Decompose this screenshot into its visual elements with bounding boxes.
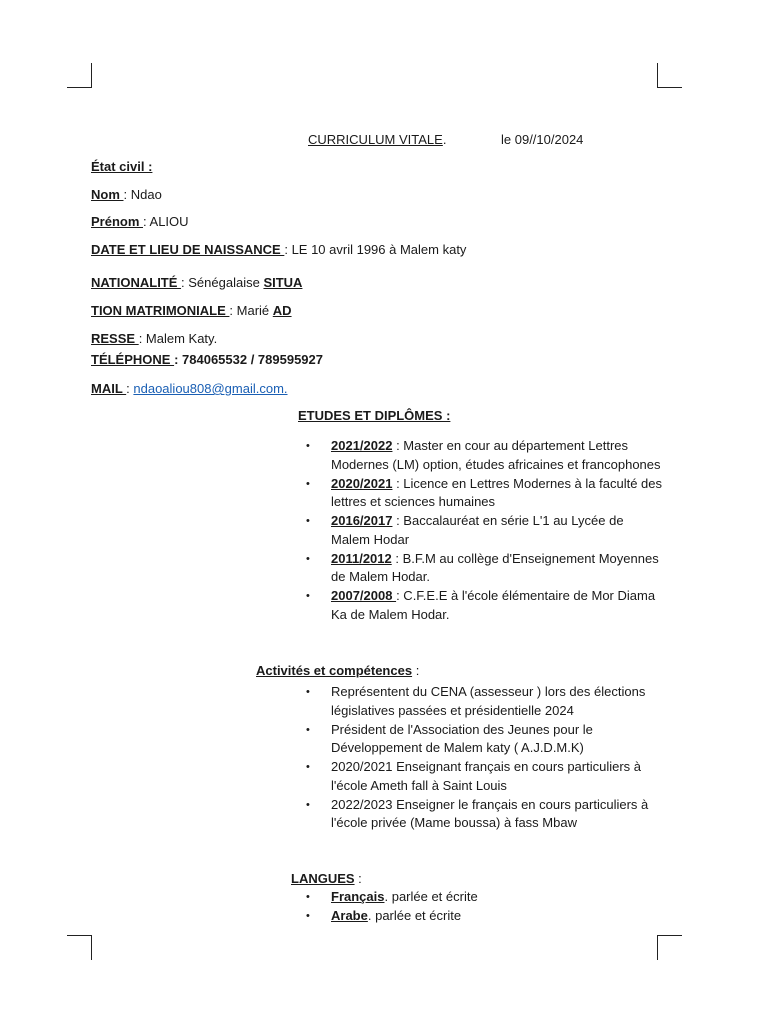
language-level: . parlée et écrite xyxy=(384,889,478,904)
language-item xyxy=(306,907,666,926)
marital-label: TION MATRIMONIALE xyxy=(91,303,230,318)
nom-label: Nom xyxy=(91,187,124,202)
language-name: Français xyxy=(331,889,385,904)
activities-heading-text: Activités et compétences xyxy=(256,663,413,678)
page-title xyxy=(308,132,446,147)
study-text: : Licence en Lettres Modernes à la faculté des lettres et sciences humaines xyxy=(331,475,662,509)
phone-line xyxy=(91,352,323,367)
bullet-icon: • xyxy=(306,910,310,922)
civil-heading: État civil : xyxy=(91,159,153,174)
activity-item xyxy=(306,758,666,795)
nom-line xyxy=(91,187,162,202)
crop-mark-bottom-left xyxy=(67,935,92,960)
language-level: . parlée et écrite xyxy=(367,908,462,923)
bullet-icon: • xyxy=(306,891,310,903)
address-value: : Malem Katy. xyxy=(138,331,218,346)
activity-text: Représentent du CENA (assesseur ) lors des élections législatives passées et présidentielle 2024 xyxy=(331,684,646,718)
study-item xyxy=(306,587,666,624)
document-date: le 09//10/2024 xyxy=(501,132,584,147)
dob-value: : LE 10 avril 1996 à Malem katy xyxy=(284,242,467,257)
crop-mark-top-left xyxy=(67,63,92,88)
bullet-icon: • xyxy=(306,552,310,565)
address-line xyxy=(91,331,217,346)
address-label: RESSE xyxy=(91,331,139,346)
study-year: 2016/2017 xyxy=(331,513,393,528)
language-name: Arabe xyxy=(331,908,368,923)
dob-line xyxy=(91,242,466,257)
title-text: CURRICULUM VITALE xyxy=(308,132,443,147)
languages-heading-text: LANGUES xyxy=(291,871,355,886)
study-year: 2007/2008 xyxy=(331,588,397,603)
mail-separator: : xyxy=(126,381,134,396)
nationality-line xyxy=(91,275,302,290)
study-item xyxy=(306,512,666,549)
marital-value: : Marié xyxy=(229,303,273,318)
email-link[interactable]: ndaoaliou808@gmail.com. xyxy=(133,381,288,396)
dob-label: DATE ET LIEU DE NAISSANCE xyxy=(91,242,285,257)
bullet-icon: • xyxy=(306,477,310,490)
activity-text: 2022/2023 Enseigner le français en cours particuliers à l'école privée (Mame boussa) à fass Mbaw xyxy=(331,796,649,830)
nationality-label: NATIONALITÉ xyxy=(91,275,182,290)
study-year: 2011/2012 xyxy=(331,550,392,566)
activities-heading-suffix: : xyxy=(412,663,420,678)
nom-value: : Ndao xyxy=(123,187,162,202)
study-item xyxy=(306,475,666,512)
activity-item xyxy=(306,796,666,833)
study-item xyxy=(306,550,666,587)
bullet-icon: • xyxy=(306,686,310,698)
nationality-value: : Sénégalaise xyxy=(181,275,264,290)
bullet-icon: • xyxy=(306,590,310,602)
activities-heading xyxy=(256,663,419,678)
study-year: 2020/2021 xyxy=(331,475,393,491)
title-suffix: . xyxy=(442,132,447,147)
activities-list xyxy=(306,683,666,833)
phone-label: TÉLÉPHONE xyxy=(91,352,175,367)
activity-item xyxy=(306,721,666,758)
study-item xyxy=(306,437,666,474)
languages-heading xyxy=(291,871,362,886)
bullet-icon: • xyxy=(306,440,310,452)
activity-item xyxy=(306,683,666,720)
marital-line xyxy=(91,303,292,318)
study-text: : B.F.M au collège d'Enseignement Moyennes de Malem Hodar. xyxy=(331,550,659,584)
activity-text: Président de l'Association des Jeunes pour le Développement de Malem katy ( A.J.D.M.K) xyxy=(331,721,593,755)
mail-line xyxy=(91,381,288,396)
phone-value: : 784065532 / 789595927 xyxy=(174,352,323,367)
prenom-value: : ALIOU xyxy=(143,214,189,229)
bullet-icon: • xyxy=(306,515,310,527)
studies-list xyxy=(306,437,666,625)
languages-heading-suffix: : xyxy=(354,871,362,886)
marital-tail: AD xyxy=(272,303,292,318)
nationality-tail: SITUA xyxy=(263,275,303,290)
bullet-icon: • xyxy=(306,798,310,811)
languages-list xyxy=(306,888,666,926)
study-year: 2021/2022 xyxy=(331,438,393,453)
bullet-icon: • xyxy=(306,761,310,773)
studies-heading: ETUDES ET DIPLÔMES : xyxy=(298,408,451,423)
mail-label: MAIL xyxy=(91,381,127,396)
study-text: : Baccalauréat en série L'1 au Lycée de Malem Hodar xyxy=(331,513,624,547)
language-item xyxy=(306,888,666,907)
crop-mark-top-right xyxy=(657,63,682,88)
study-text: : Master en cour au département Lettres Modernes (LM) option, études africaines et francophones xyxy=(331,438,661,472)
prenom-label: Prénom xyxy=(91,214,144,229)
activity-text: 2020/2021 Enseignant français en cours particuliers à l'école Ameth fall à Saint Louis xyxy=(331,759,642,793)
bullet-icon: • xyxy=(306,723,310,736)
crop-mark-bottom-right xyxy=(657,935,682,960)
study-text: : C.F.E.E à l'école élémentaire de Mor Diama Ka de Malem Hodar. xyxy=(331,588,656,622)
prenom-line xyxy=(91,214,189,229)
